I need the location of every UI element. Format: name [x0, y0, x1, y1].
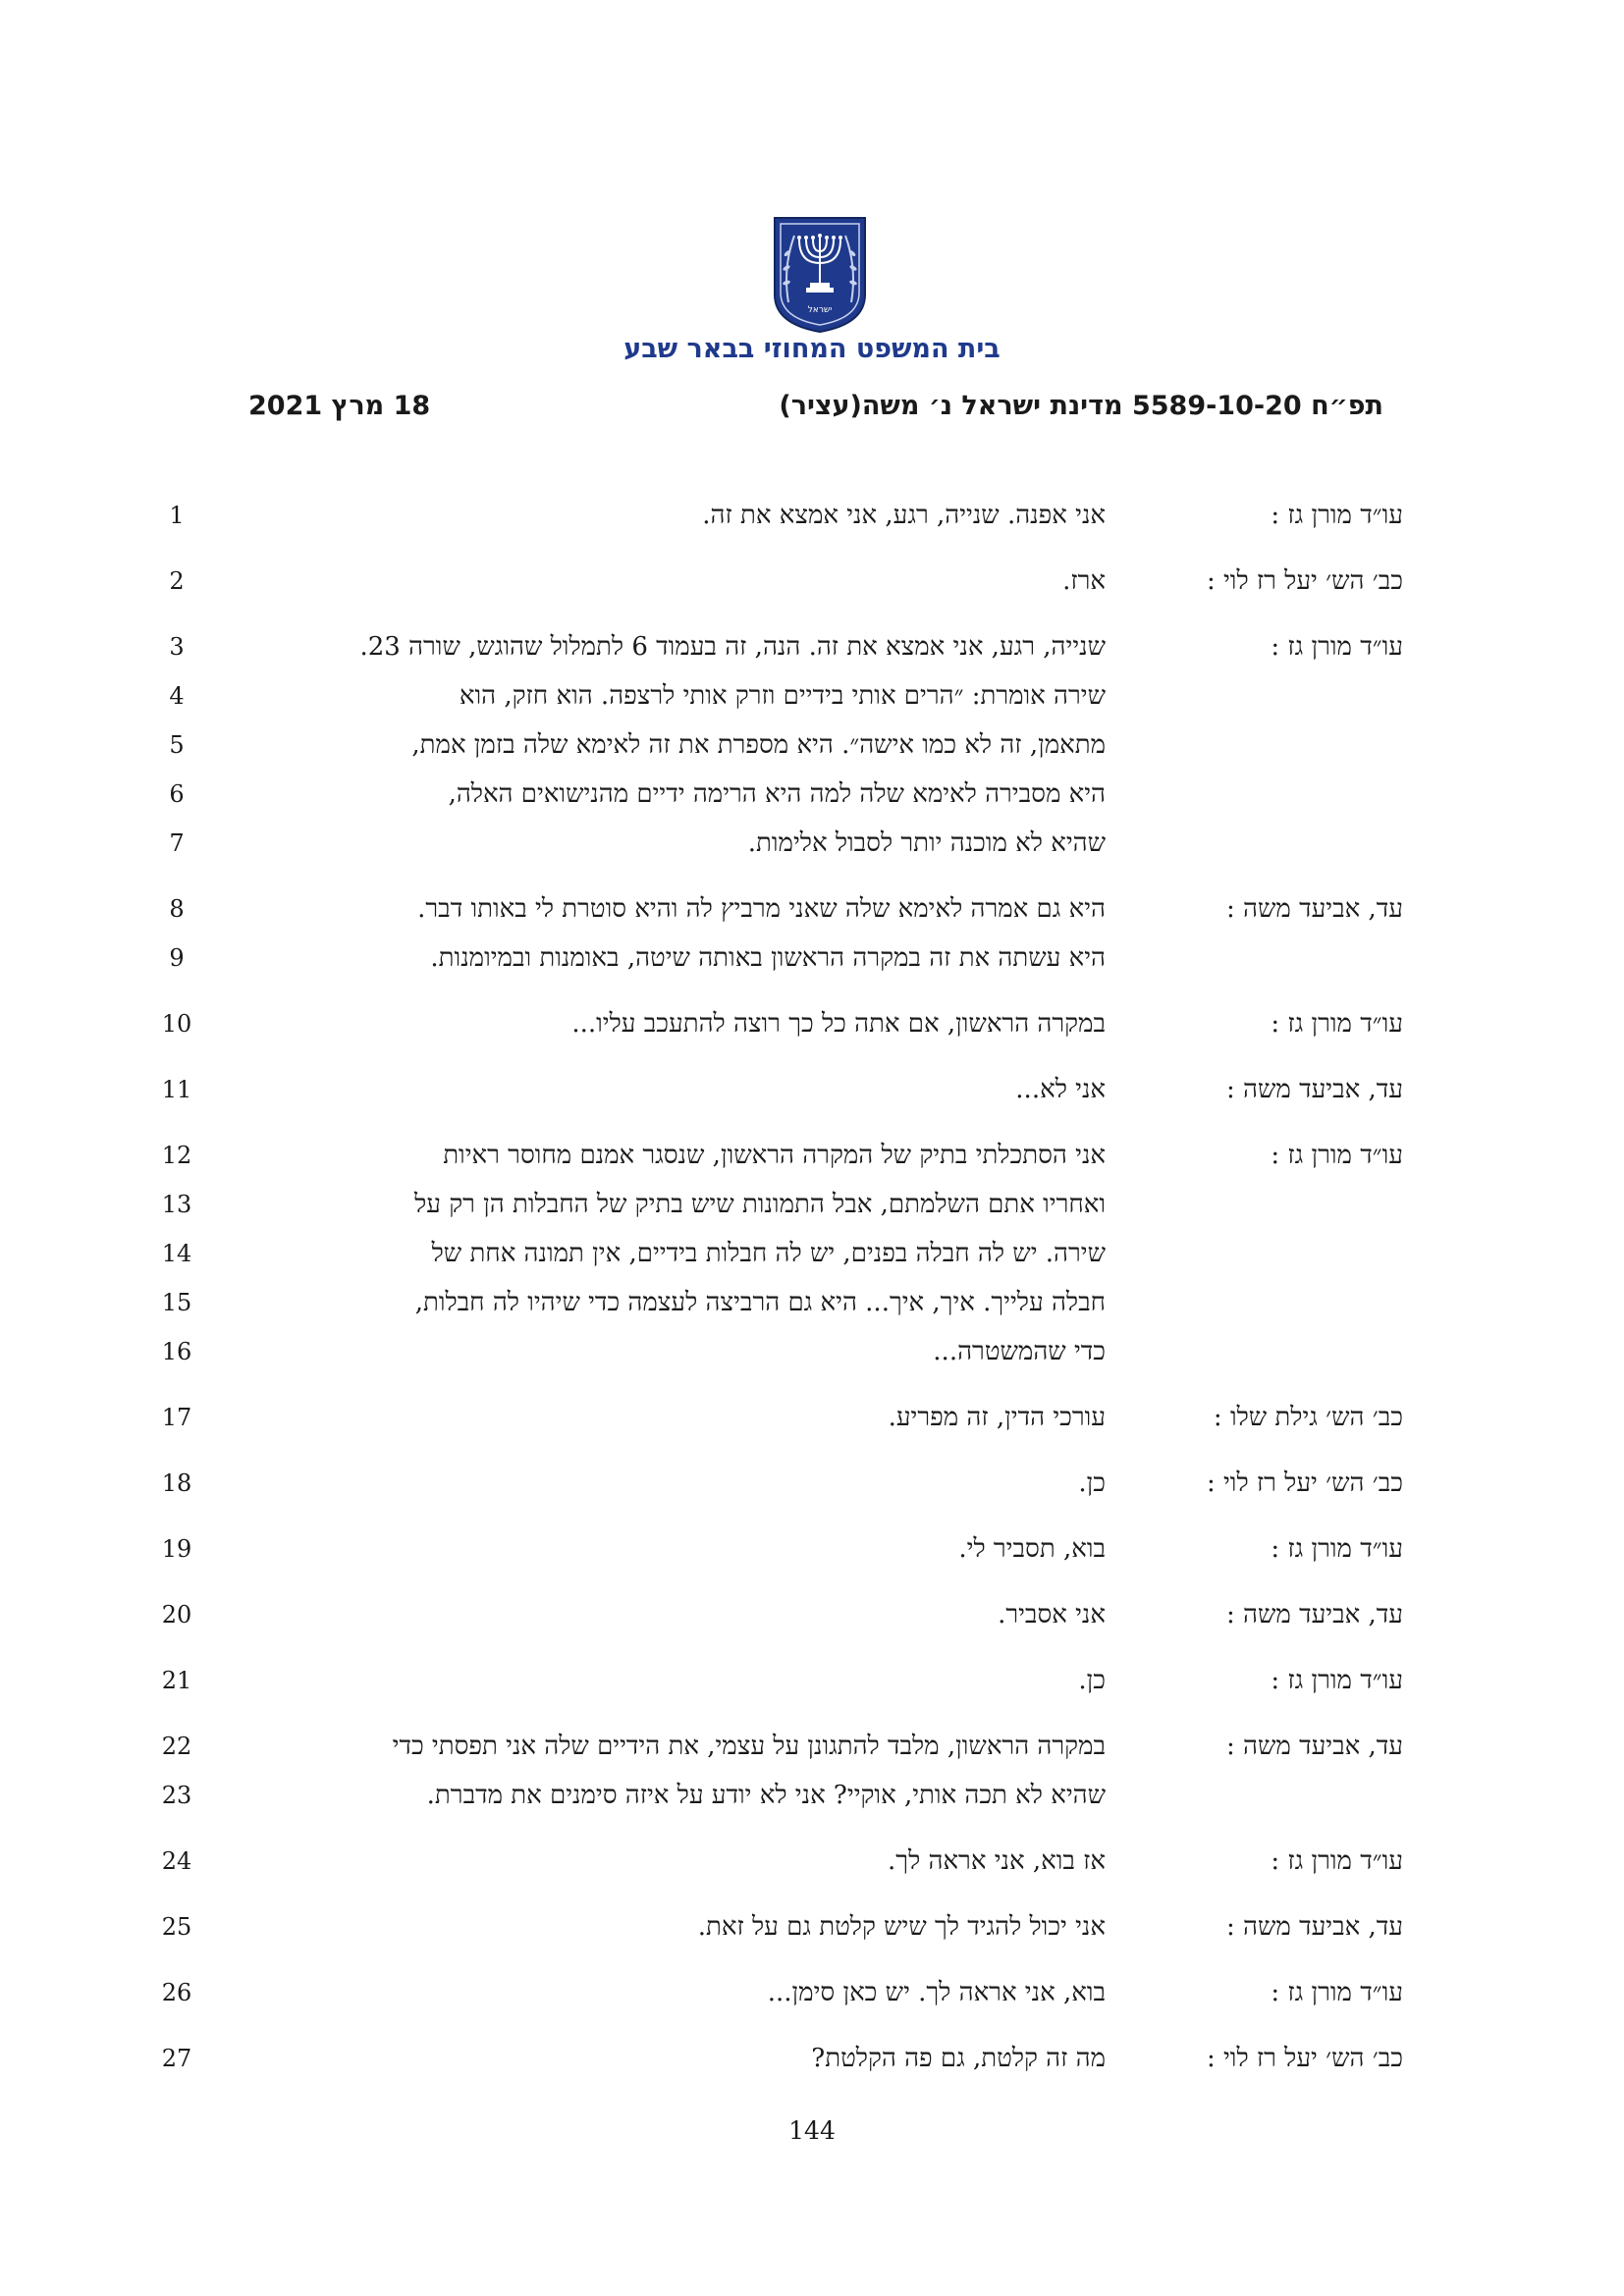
transcript-line — [0, 1524, 1624, 1574]
line-number: 10 — [161, 1010, 192, 1038]
transcript-entry — [0, 1722, 1624, 1820]
transcript-entry — [0, 999, 1624, 1048]
transcript-body — [0, 491, 1624, 2100]
speaker-name: עד, אביעד משה : — [1226, 1075, 1403, 1104]
line-text: שהיא לא מוכנה יותר לסבול אלימות. — [747, 828, 1106, 858]
speaker-name: עו״ד מורן גז : — [1271, 1009, 1403, 1039]
speaker-name: כב׳ הש׳ יעל רז לוי : — [1206, 566, 1403, 596]
speaker-name: עד, אביעד משה : — [1226, 894, 1403, 924]
transcript-entry — [0, 1968, 1624, 2017]
transcript-entry — [0, 1837, 1624, 1886]
hearing-date: 18 מרץ 2021 — [248, 391, 431, 421]
line-number: 1 — [169, 502, 185, 529]
transcript-entry — [0, 1524, 1624, 1574]
line-text: ארז. — [1062, 566, 1106, 596]
transcript-line — [0, 1180, 1624, 1229]
transcript-entry — [0, 2034, 1624, 2083]
speaker-name: עו״ד מורן גז : — [1271, 1978, 1403, 2007]
transcript-line — [0, 1968, 1624, 2017]
line-number: 21 — [161, 1667, 192, 1694]
transcript-line — [0, 1065, 1624, 1114]
speaker-name: כב׳ הש׳ יעל רז לוי : — [1206, 1468, 1403, 1498]
line-number: 13 — [161, 1191, 192, 1218]
transcript-line — [0, 819, 1624, 868]
line-text: אני אפנה. שנייה, רגע, אני אמצא את זה. — [702, 501, 1106, 530]
transcript-line — [0, 1837, 1624, 1886]
line-text: היא גם אמרה לאימא שלה שאני מרביץ לה והיא סוטרת לי באותו דבר. — [417, 894, 1106, 924]
line-text: אני יכול להגיד לך שיש קלטת גם על זאת. — [697, 1912, 1106, 1942]
transcript-line — [0, 1902, 1624, 1951]
line-number: 18 — [161, 1469, 192, 1497]
transcript-line — [0, 557, 1624, 606]
speaker-name: עו״ד מורן גז : — [1271, 1141, 1403, 1170]
line-number: 9 — [169, 944, 185, 972]
line-number: 16 — [161, 1338, 192, 1365]
line-number: 26 — [161, 1979, 192, 2006]
line-number: 3 — [169, 633, 185, 661]
transcript-line — [0, 1393, 1624, 1442]
line-text: במקרה הראשון, אם אתה כל כך רוצה להתעכב עליו... — [571, 1009, 1106, 1039]
line-text: שירה אומרת: ״הרים אותי בידיים וזרק אותי לרצפה. הוא חזק, הוא — [459, 681, 1106, 711]
transcript-line — [0, 1327, 1624, 1376]
transcript-entry — [0, 884, 1624, 983]
line-text: במקרה הראשון, מלבד להתגונן על עצמי, את הידיים שלה אני תפסתי כדי — [392, 1732, 1106, 1761]
line-text: אז בוא, אני אראה לך. — [888, 1846, 1106, 1876]
line-text: אני אסביר. — [998, 1600, 1106, 1629]
line-text: עורכי הדין, זה מפריע. — [888, 1403, 1106, 1432]
transcript-line — [0, 999, 1624, 1048]
line-text: אני הסתכלתי בתיק של המקרה הראשון, שנסגר אמנם מחוסר ראיות — [443, 1141, 1106, 1170]
line-number: 22 — [161, 1733, 192, 1760]
line-number: 8 — [169, 895, 185, 923]
speaker-name: עו״ד מורן גז : — [1271, 1666, 1403, 1695]
transcript-entry — [0, 1459, 1624, 1508]
line-number: 25 — [161, 1913, 192, 1941]
court-name: בית המשפט המחוזי בבאר שבע — [623, 334, 1001, 364]
line-number: 20 — [161, 1601, 192, 1629]
line-text: בוא, אני אראה לך. יש כאן סימן... — [767, 1978, 1106, 2007]
line-text: כן. — [1078, 1468, 1106, 1498]
transcript-line — [0, 884, 1624, 934]
line-text: מתאמן, זה לא כמו אישה״. היא מספרת את זה לאימא שלה בזמן אמת, — [411, 730, 1106, 760]
transcript-line — [0, 1722, 1624, 1771]
line-number: 15 — [161, 1289, 192, 1316]
transcript-entry — [0, 1131, 1624, 1376]
state-emblem-logo — [771, 214, 869, 334]
line-number: 11 — [161, 1076, 192, 1103]
line-text: בוא, תסביר לי. — [958, 1534, 1106, 1564]
speaker-name: עו״ד מורן גז : — [1271, 1846, 1403, 1876]
transcript-line — [0, 934, 1624, 983]
line-number: 6 — [169, 780, 185, 808]
transcript-line — [0, 2034, 1624, 2083]
transcript-entry — [0, 491, 1624, 540]
transcript-line — [0, 721, 1624, 770]
transcript-entry — [0, 1656, 1624, 1705]
line-number: 7 — [169, 829, 185, 857]
transcript-entry — [0, 1393, 1624, 1442]
transcript-line — [0, 1459, 1624, 1508]
line-number: 4 — [169, 682, 185, 710]
transcript-line — [0, 1771, 1624, 1820]
line-text: אני לא... — [1015, 1075, 1106, 1104]
speaker-name: עו״ד מורן גז : — [1271, 632, 1403, 662]
line-text: היא עשתה את זה במקרה הראשון באותה שיטה, באומנות ובמיומנות. — [430, 943, 1106, 973]
transcript-entry — [0, 622, 1624, 868]
line-text: שנייה, רגע, אני אמצא את זה. הנה, זה בעמוד 6 לתמלול שהוגש, שורה 23. — [359, 632, 1106, 662]
svg-text:ישראל: ישראל — [807, 305, 833, 315]
line-text: שירה. יש לה חבלה בפנים, יש לה חבלות בידיים, אין תמונה אחת של — [431, 1239, 1106, 1268]
speaker-name: עד, אביעד משה : — [1226, 1732, 1403, 1761]
line-text: שהיא לא תכה אותי, אוקיי? אני לא יודע על איזה סימנים את מדברת. — [426, 1781, 1106, 1810]
transcript-entry — [0, 1902, 1624, 1951]
line-text: חבלה עלייך. איך, איך... היא גם הרביצה לעצמה כדי שיהיו לה חבלות, — [414, 1288, 1106, 1317]
transcript-line — [0, 770, 1624, 819]
line-number: 2 — [169, 567, 185, 595]
line-text: היא מסבירה לאימא שלה למה היא הרימה ידיים מהנישואים האלה, — [448, 779, 1106, 809]
line-text: מה זה קלטת, גם פה הקלטת? — [811, 2044, 1106, 2073]
speaker-name: כב׳ הש׳ יעל רז לוי : — [1206, 2044, 1403, 2073]
line-number: 23 — [161, 1782, 192, 1809]
transcript-entry — [0, 1590, 1624, 1639]
speaker-name: עד, אביעד משה : — [1226, 1600, 1403, 1629]
transcript-line — [0, 1590, 1624, 1639]
line-text: כן. — [1078, 1666, 1106, 1695]
line-text: ואחריו אתם השלמתם, אבל התמונות שיש בתיק של החבלות הן רק על — [414, 1190, 1106, 1219]
line-number: 14 — [161, 1240, 192, 1267]
line-number: 12 — [161, 1142, 192, 1169]
transcript-line — [0, 1656, 1624, 1705]
transcript-line — [0, 1131, 1624, 1180]
transcript-line — [0, 1229, 1624, 1278]
transcript-line — [0, 622, 1624, 671]
line-number: 5 — [169, 731, 185, 759]
speaker-name: עו״ד מורן גז : — [1271, 501, 1403, 530]
case-title: תפ״ח 5589-10-20 מדינת ישראל נ׳ משה(עציר) — [779, 391, 1383, 421]
line-number: 27 — [161, 2045, 192, 2072]
transcript-entry — [0, 1065, 1624, 1114]
line-number: 24 — [161, 1847, 192, 1875]
transcript-line — [0, 1278, 1624, 1327]
speaker-name: עד, אביעד משה : — [1226, 1912, 1403, 1942]
page-number: 144 — [788, 2116, 836, 2145]
transcript-line — [0, 671, 1624, 721]
speaker-name: עו״ד מורן גז : — [1271, 1534, 1403, 1564]
line-number: 19 — [161, 1535, 192, 1563]
line-text: כדי שהמשטרה... — [933, 1337, 1106, 1366]
speaker-name: כב׳ הש׳ גילת שלו : — [1213, 1403, 1403, 1432]
line-number: 17 — [161, 1404, 192, 1431]
transcript-line — [0, 491, 1624, 540]
transcript-entry — [0, 557, 1624, 606]
